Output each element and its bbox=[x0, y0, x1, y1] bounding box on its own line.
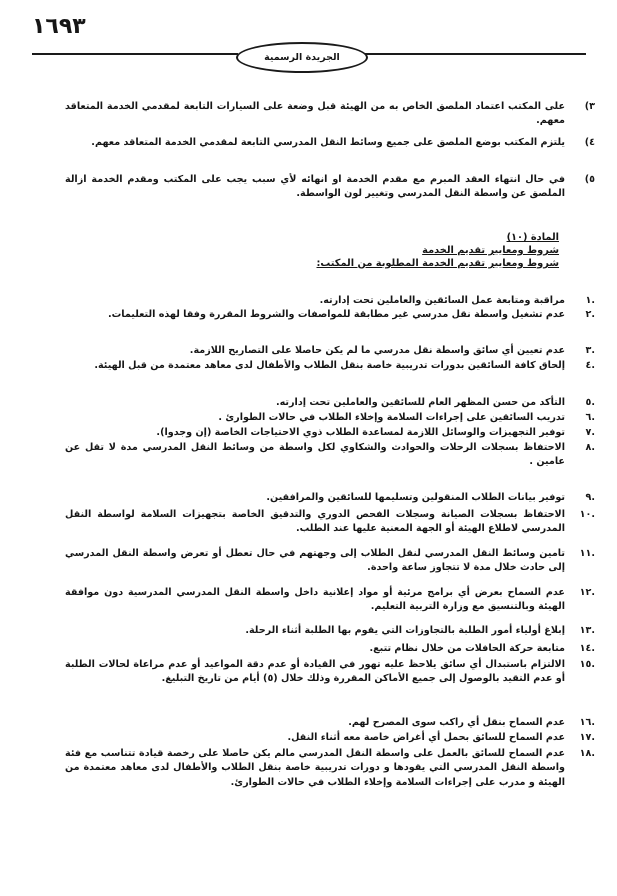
item-number: .٥ bbox=[585, 397, 595, 408]
item-number: .٢ bbox=[585, 309, 595, 320]
list-item bbox=[65, 586, 595, 615]
item-number: .٧ bbox=[585, 427, 595, 438]
item-number: .١٨ bbox=[579, 748, 595, 759]
list-item bbox=[65, 173, 595, 202]
item-number: .١٠ bbox=[579, 509, 595, 520]
item-text: إبلاغ أولياء أمور الطلبة بالتجاوزات التي يقوم بها الطلبة أثناء الرحلة. bbox=[245, 625, 565, 636]
item-text: عدم السماح بنقل أي راكب سوى المصرح لهم. bbox=[348, 717, 565, 728]
list-item bbox=[65, 396, 595, 410]
list-item bbox=[65, 508, 595, 537]
list-item bbox=[65, 441, 595, 470]
item-number: ٣) bbox=[584, 101, 595, 112]
header-rule-right bbox=[362, 53, 586, 55]
item-text: متابعة حركة الحافلات من خلال نظام تتبع. bbox=[369, 643, 565, 654]
list-item bbox=[65, 658, 595, 687]
item-text: في حال انتهاء العقد المبرم مع مقدم الخدمة او انهائه لأي سبب يجب على المكتب ومقدم الخدمة ازالة الملصق عن واسطة النقل المدرسي وتغيير لون الواسطة. bbox=[65, 174, 565, 200]
item-number: .٦ bbox=[585, 412, 595, 423]
article-subtitle: شروط ومعايير تقديم الخدمة المطلوبة من المكتب: bbox=[316, 258, 559, 269]
item-text: تدريب السائقين على إجراءات السلامة وإخلاء الطلاب في حالات الطوارئ . bbox=[218, 412, 565, 423]
item-number: .١٧ bbox=[579, 732, 595, 743]
item-text: عدم تعيين أي سائق واسطة نقل مدرسي ما لم يكن حاصلا على التصاريح اللازمة. bbox=[189, 345, 565, 356]
item-number: ٤) bbox=[584, 137, 595, 148]
list-item bbox=[65, 136, 595, 150]
page-number: ١٦٩٣ bbox=[32, 14, 86, 39]
masthead-oval bbox=[236, 42, 368, 73]
article-title: المادة (١٠) bbox=[506, 232, 559, 243]
article-subtitle: شروط ومعايير تقديم الخدمة bbox=[422, 245, 559, 256]
item-number: .١ bbox=[585, 295, 595, 306]
item-number: .١٢ bbox=[579, 587, 595, 598]
list-item bbox=[65, 294, 595, 308]
list-item bbox=[65, 624, 595, 638]
item-number: .١٣ bbox=[579, 625, 595, 636]
header-rule-left bbox=[32, 53, 238, 55]
item-text: الاحتفاظ بسجلات الرحلات والحوادث والشكاوي لكل واسطة من وسائط النقل المدرسي مدة لا تقل عن عامين . bbox=[65, 442, 565, 468]
list-item bbox=[65, 359, 595, 373]
list-item bbox=[65, 547, 595, 576]
item-text: على المكتب اعتماد الملصق الخاص به من الهيئة قبل وضعة على السيارات التابعة لمقدمي الخدمة المتعاقد معهم. bbox=[65, 101, 565, 127]
item-text: إلحاق كافة السائقين بدورات تدريبية خاصة بنقل الطلاب والأطفال لدى معاهد معتمدة من قبل الهيئة. bbox=[94, 360, 565, 371]
item-text: عدم السماح بعرض أي برامج مرئية أو مواد إعلانية داخل واسطة النقل المدرسي المدرسية دون موافقة الهيئة وبالتنسيق مع وزارة التربية التعليم. bbox=[65, 587, 565, 613]
item-number: .١٦ bbox=[579, 717, 595, 728]
item-text: عدم السماح للسائق بالعمل على واسطة النقل المدرسي مالم يكن حاصلا على رخصة قيادة تتناسب مع فئة واسطة النقل المدرسي التي يقودها و دورات تدريبية خاصة بنقل الطلاب والأطفال لدى معاهد معتمدة من الهيئة و مدرب على إجراءات السلامة وإخلاء الطلاب في حالات الطوارئ. bbox=[65, 748, 565, 788]
list-item bbox=[65, 747, 595, 790]
item-number: .١٤ bbox=[579, 643, 595, 654]
item-text: عدم السماح للسائق بحمل أي أغراض خاصة معه أثناء النقل. bbox=[287, 732, 565, 743]
item-number: .٤ bbox=[585, 360, 595, 371]
item-number: .١٥ bbox=[579, 659, 595, 670]
list-item bbox=[65, 642, 595, 656]
item-text: الالتزام باستبدال أي سائق يلاحظ عليه تهور في القيادة أو عدم دقة المواعيد أو عدم مراعاة لحالات الطلبة أو عدم التقيد بالوصول إلى جميع الأماكن المقررة وذلك خلال (٥) أيام من تاريخ التبليغ. bbox=[65, 659, 565, 685]
item-text: الاحتفاظ بسجلات الصيانة وسجلات الفحص الدوري والتدقيق الخاصة بتجهيزات السلامة لواسطة النقل المدرسي لاطلاع الهيئة أو الجهة المعنية عليها عند الطلب. bbox=[65, 509, 565, 535]
item-text: تامين وسائط النقل المدرسي لنقل الطلاب إلى وجهتهم في حال تعطل أو تعرض واسطة النقل المدرسي إلى حادث خلال مدة لا تتجاوز ساعة واحدة. bbox=[65, 548, 565, 574]
item-number: .٨ bbox=[585, 442, 595, 453]
item-number: .٩ bbox=[585, 492, 595, 503]
item-text: مراقبة ومتابعة عمل السائقين والعاملين تحت إدارته. bbox=[319, 295, 565, 306]
list-item bbox=[65, 100, 595, 129]
item-text: توفير التجهيزات والوسائل اللازمة لمساعدة الطلاب ذوي الاحتياجات الخاصة (إن وجدوا). bbox=[156, 427, 565, 438]
item-text: توفير بيانات الطلاب المنقولين وتسليمها للسائقين والمرافقين. bbox=[266, 492, 565, 503]
list-item bbox=[65, 308, 595, 322]
item-number: .١١ bbox=[579, 548, 595, 559]
item-number: ٥) bbox=[584, 174, 595, 185]
list-item bbox=[65, 491, 595, 505]
item-text: عدم تشغيل واسطة نقل مدرسي غير مطابقة للمواصفات والشروط المقررة وفقا لهذه التعليمات. bbox=[107, 309, 565, 320]
item-number: .٣ bbox=[585, 345, 595, 356]
list-item bbox=[65, 411, 595, 425]
list-item bbox=[65, 731, 595, 745]
item-text: يلتزم المكتب بوضع الملصق على جميع وسائط النقل المدرسي التابعة لمقدمي الخدمة المتعاقد معهم. bbox=[91, 137, 565, 148]
masthead-title: الجريدة الرسمية bbox=[264, 52, 340, 63]
list-item bbox=[65, 426, 595, 440]
item-text: التأكد من حسن المظهر العام للسائقين والعاملين تحت إدارته. bbox=[275, 397, 565, 408]
list-item bbox=[65, 344, 595, 358]
list-item bbox=[65, 716, 595, 730]
